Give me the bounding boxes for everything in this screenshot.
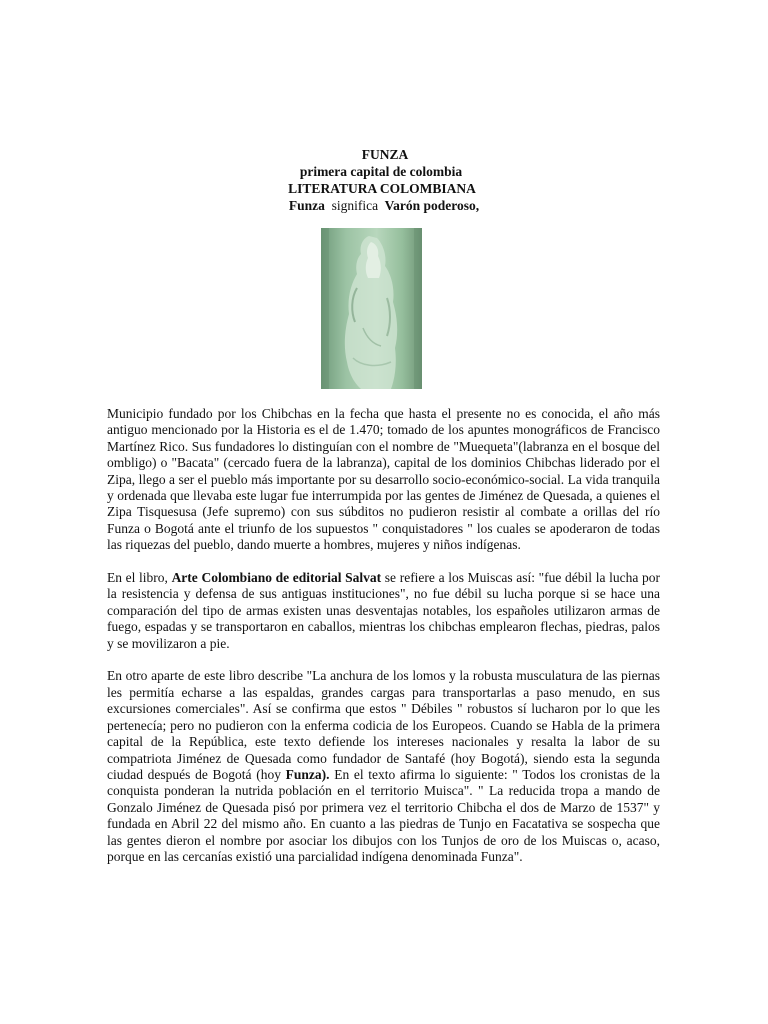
- paragraph-1: Municipio fundado por los Chibchas en la fecha que hasta el presente no es conocida, el año más antiguo mencionado por la Historia es el de 1.470; tomado de los apuntes monográficos de Francisco Martínez Rico. Sus fundadores lo distinguían con el nombre de "Muequeta"(labranza en el bosque del ombligo) o "Bacata" (cercado fuera de la labranza), capital de los dominios Chibchas liderado por el Zipa, llego a ser el pueblo más importante por su desarrollo socio-económico-social. La vida tranquila y ordenada que llevaba este lugar fue interrumpida por las gentes de Jiménez de Quesada, a quienes el Zipa Tisquesusa (Jefe supremo) con sus súbditos no pudieron resistir al combate a orillas del río Funza o Bogotá ante el triunfo de los supuestos " conquistadores " los cuales se apoderaron de todas las riquezas del pueblo, dando muerte a hombres, mujeres y niños indígenas.: [107, 406, 660, 553]
- document-category: LITERATURA COLOMBIANA: [288, 181, 476, 196]
- meaning-line: [0, 197, 768, 214]
- paragraph-2: [107, 570, 660, 652]
- document-subtitle: primera capital de colombia: [299, 164, 463, 179]
- title-block: [0, 146, 768, 214]
- paragraph-3-body: En el texto afirma lo siguiente: " Todos los cronistas de la conquista ponderan la nutrida población en el territorio Muisca". " La reducida tropa a mando de Gonzalo Jiménez de Quesada pisó por primera vez el territorio Chibcha el dos de Marzo de 1537" y fundada en Abril 22 del mismo año. En cuanto a las piedras de Tunjo en Facatativa se sospecha que las gentes dieron el nombre por asociar los dibujos con los Tunjos de oro de los Muiscas o, acaso, porque en las cercanías existió una parcialidad indígena denominada Funza".: [107, 766, 660, 864]
- funza-bold: Funza).: [285, 766, 330, 782]
- paragraph-2-intro: En el libro,: [107, 570, 172, 586]
- meaning-verb: significa: [331, 198, 379, 213]
- body-text: [107, 406, 660, 882]
- paragraph-2-body: se refiere a los Muiscas así: "fue débil la lucha por la resistencia y defensa de sus antiguas instituciones", no fue débil su lucha porque si se hace una comparación del tipo de armas existen unas desventajas notables, los españoles utilizaron armas de fuego, espadas y se transportaron en caballos, mientras los chibchas emplearon flechas, piedras, palos y se movilizaron a pie.: [107, 570, 660, 651]
- meaning-term: Funza: [288, 198, 325, 213]
- book-title: Arte Colombiano de editorial Salvat: [171, 570, 382, 586]
- document-title: FUNZA: [361, 147, 409, 162]
- paragraph-3-intro: En otro aparte de este libro describe "La anchura de los lomos y la robusta musculatura de las piernas les permitía echarse a las espaldas, grandes cargas para transportarlas a paso menudo, en sus excursiones comerciales". Así se confirma que estos " Débiles " robustos sí lucharon por lo que les pertenecía; pero no pudieron con la enferma codicia de los Europeos. Cuando se Habla de la primera capital de la República, este texto defiende los intereses nacionales y resalta la labor de su compatriota Jiménez de Quesada como fundador de Santafé (hoy Bogotá), siendo esta la segunda ciudad después de Bogotá (hoy: [107, 668, 660, 782]
- stone-statue-photo: [321, 228, 422, 389]
- paragraph-3: [107, 668, 660, 865]
- meaning-value: Varón poderoso,: [384, 198, 480, 213]
